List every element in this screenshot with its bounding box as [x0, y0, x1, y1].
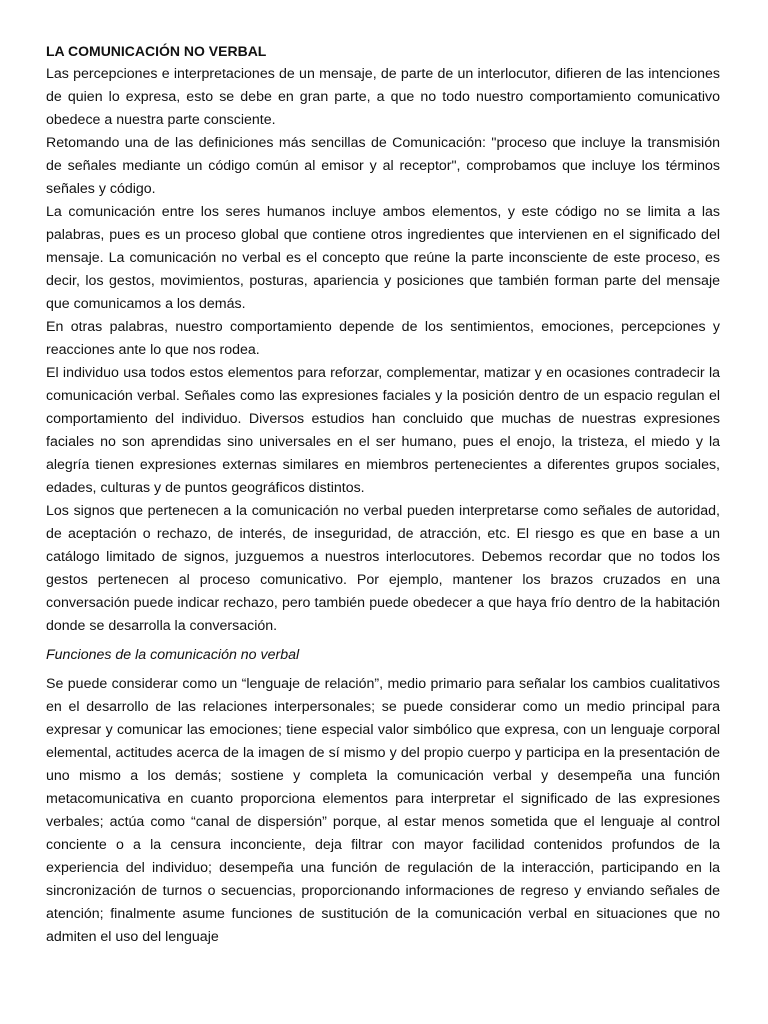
section-heading: Funciones de la comunicación no verbal: [46, 647, 300, 663]
paragraph-intro-1: Las percepciones e interpretaciones de un mensaje, de parte de un interlocutor, difieren de las intenciones de quien lo expresa, esto se debe en gran parte, a que no todo nuestro comportamiento comunicativo obedece a nuestra parte consciente.: [46, 66, 720, 128]
paragraph-intro-4: En otras palabras, nuestro comportamiento depende de los sentimientos, emociones, percepciones y reacciones ante lo que nos rodea.: [46, 319, 720, 358]
paragraph-intro-6: Los signos que pertenecen a la comunicación no verbal pueden interpretarse como señales de autoridad, de aceptación o rechazo, de interés, de inseguridad, de atracción, etc. El riesgo es que en base a un catálogo limitado de signos, juzguemos a nuestros interlocutores. Debemos recordar que no todos los gestos pertenecen al proceso comunicativo. Por ejemplo, mantener los brazos cruzados en una conversación puede indicar rechazo, pero también puede obedecer a que haya frío dentro de la habitación donde se desarrolla la conversación.: [46, 503, 720, 634]
document-title: LA COMUNICACIÓN NO VERBAL: [46, 43, 267, 59]
document-body: [46, 40, 720, 949]
paragraph-intro-2: Retomando una de las definiciones más sencillas de Comunicación: "proceso que incluye la transmisión de señales mediante un código común al emisor y al receptor", comprobamos que incluye los términos señales y código.: [46, 135, 720, 197]
paragraph-intro-3: La comunicación entre los seres humanos incluye ambos elementos, y este código no se limita a las palabras, pues es un proceso global que contiene otros ingredientes que intervienen en el significado del mensaje. La comunicación no verbal es el concepto que reúne la parte inconsciente de este proceso, es decir, los gestos, movimientos, posturas, apariencia y posiciones que también forman parte del mensaje que comunicamos a los demás.: [46, 204, 720, 312]
paragraph-intro-5: El individuo usa todos estos elementos para reforzar, complementar, matizar y en ocasiones contradecir la comunicación verbal. Señales como las expresiones faciales y la posición dentro de un espacio regulan el comportamiento del individuo. Diversos estudios han concluido que muchas de nuestras expresiones faciales no son aprendidas sino universales en el ser humano, pues el enojo, la tristeza, el miedo y la alegría tienen expresiones externas similares en miembros pertenecientes a diferentes grupos sociales, edades, culturas y de puntos geográficos distintos.: [46, 365, 720, 496]
paragraph-functions: Se puede considerar como un “lenguaje de relación”, medio primario para señalar los cambios cualitativos en el desarrollo de las relaciones interpersonales; se puede considerar como un medio principal para expresar y comunicar las emociones; tiene especial valor simbólico que expresa, con un lenguaje corporal elemental, actitudes acerca de la imagen de sí mismo y del propio cuerpo y participa en la presentación de uno mismo a los demás; sostiene y completa la comunicación verbal y desempeña una función metacomunicativa en cuanto proporciona elementos para interpretar el significado de las expresiones verbales; actúa como “canal de dispersión” porque, al estar menos sometida que el lenguaje al control conciente o a la censura inconciente, deja filtrar con mayor facilidad contenidos profundos de la experiencia del individuo; desempeña una función de regulación de la interacción, participando en la sincronización de turnos o secuencias, proporcionando informaciones de regreso y enviando señales de atención; finalmente asume funciones de sustitución de la comunicación verbal en situaciones que no admiten el uso del lenguaje: [46, 676, 720, 945]
